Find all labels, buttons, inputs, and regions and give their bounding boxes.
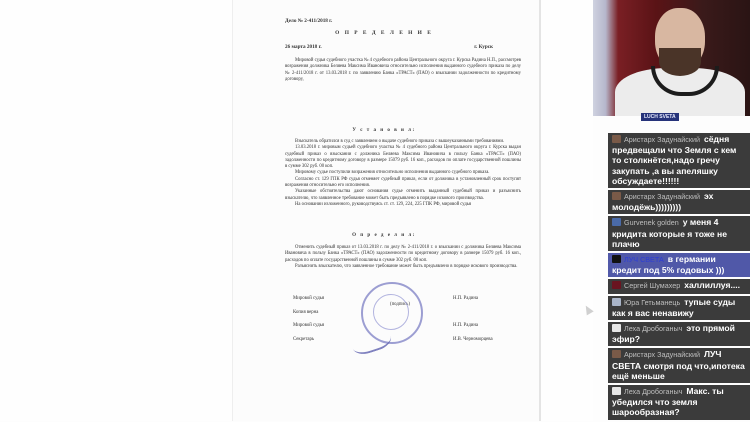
user-avatar-icon — [612, 350, 621, 358]
decided-body — [285, 245, 521, 270]
user-avatar-icon — [612, 255, 621, 263]
user-avatar-icon — [612, 387, 621, 395]
chat-username: Аристарх Задунайский — [624, 135, 700, 144]
chat-username: Юра Гетьманець — [624, 297, 681, 307]
chat-text: это прямой эфир? — [612, 323, 735, 345]
signature-icon — [348, 322, 393, 357]
chat-text: сёдня предвещали что Земля с кем то столкнётся,надо гречу закупать ,а вы апеляшку обсуждаете!!!!!! — [612, 134, 737, 186]
user-avatar-icon — [612, 192, 621, 200]
chat-message-highlighted — [608, 253, 750, 277]
chat-username: ЛУЧ СВЕТА — [624, 255, 664, 265]
chat-username: Gurvenek golden — [624, 218, 679, 228]
chat-text: халлиллуя.... — [684, 280, 741, 291]
document-city: г. Курск — [474, 44, 493, 50]
document-title: О П Р Е Д Е Л Е Н И Е — [335, 30, 433, 36]
user-avatar-icon — [612, 298, 621, 306]
document-date: 26 марта 2018 г. — [285, 44, 322, 50]
paragraph: На основании изложенного, руководствуясь ст. ст. 129, 224, 225 ГПК РФ, мировой судья — [295, 201, 472, 207]
chat-message — [608, 296, 750, 320]
paragraph: 13.03.2018 г. мировым судьей судебного участка № 4 судебного района Центрального округа г. Курска выдан судебный приказ о взыскании с должника Беляева Максима Ивановича в пользу Банка «ТРАСТ» (ПАО) задолженности по кредитному договору в размере 15079 руб. 16 коп., расходов по оплате государственной пошлины в сумме 302 руб. 00 коп. — [285, 145, 521, 170]
established-body — [285, 139, 521, 208]
webcam-name-tag: LUCH SVETA — [641, 113, 679, 121]
chat-username: Леха Дробоганыч — [624, 324, 683, 334]
paragraph: Взыскатель обратился в суд с заявлением о выдаче судебного приказа с вышеуказанными требованиями. — [295, 139, 505, 144]
paragraph: Согласно ст. 129 ГПК РФ судья отменяет судебный приказ, если от должника в установленный срок поступят возражения относительно его исполнения. — [285, 176, 521, 189]
chat-message — [608, 190, 750, 214]
chat-message — [608, 279, 750, 293]
chat-text: ЛУЧ СВЕТА смотря под что,ипотека ещё меньше — [612, 349, 745, 381]
paragraph: Разъяснить взыскателю, что заявленное требование может быть предъявлено в порядке искового производства. — [295, 263, 518, 269]
paragraph: Указанные обстоятельства дают основания судье отменить выданный судебный приказ и разъяснить взыскателю, что заявленное требование может быть предъявлено в порядке искового производства. — [285, 189, 521, 201]
chat-message — [608, 385, 750, 420]
section-decided: О п р е д е л и л: — [352, 233, 416, 238]
user-avatar-icon — [612, 218, 621, 226]
case-number: Дело № 2-411/2018 г. — [285, 18, 333, 24]
chat-message — [608, 133, 750, 188]
chat-message — [608, 216, 750, 251]
chat-message — [608, 322, 750, 346]
paragraph: Мировому судье поступили возражения относительно исполнения выданного судебного приказа. — [295, 170, 490, 176]
chat-username: Аристарх Задунайский — [624, 192, 700, 202]
user-avatar-icon — [612, 135, 621, 143]
chat-username: Сергей Шумахер — [624, 281, 681, 291]
intro-paragraph: Мировой судья судебного участка № 4 судебного района Центрального округа г. Курска Радина Н.П., рассмотрев возражения должника Беляева Максима Ивановича относительно исполнения выданного судебного приказа по делу № 2-411/2018 г. от 13.03.2018 г. по заявлению Банка «ТРАСТ» (ПАО) о взыскании задолженности по кредитному договору, — [285, 58, 521, 82]
document-page: Дело № 2-411/2018 г. О П Р Е Д Е Л Е Н И Е 26 марта 2018 г. г. Курск Мировой судья судебного участка № 4 судебного района Центрального округа г. Курска Радина Н.П., рассмотрев возражения должника Беляева Максима Ивановича относительно исполнения выданного судебного приказа по делу № 2-411/2018 г. от 13.03.2018 г. по заявлению Банка «ТРАСТ» (ПАО) о взыскании задолженности по кредитному договору, У с т а н о в и л: Взыскатель обратился в суд с заявлением о выдаче судебного приказа с вышеуказанными требованиями. 13.03.2018 г. мировым судьей судебного участка № 4 судебного района Центрального округа г. Курска выдан судебный приказ о взыскании с должника Беляева Максима Ивановича в пользу Банка «ТРАСТ» (ПАО) задолженности по кредитному договору в размере 15079 руб. 16 коп., расходов по оплате государственной пошлины в сумме 302 руб. 00 коп. Мировому судье поступили возражения относительно исполнения выданного судебного приказа. Согласно ст. 129 ГПК РФ судья отменяет судебный приказ, если от должника в установленный срок поступят возражения относительно его исполнения. Указанные обстоятельства дают основания судье отменить выданный судебный приказ и разъяснить взыскателю, что заявленное требование может быть предъявлено в порядке искового производства. На основании изложенного, руководствуясь ст. ст. 129, 224, 225 ГПК РФ, мировой судья О п р е д е л и л: Отменить судебный приказ от 13.03.2018 г. по делу № 2-411/2018 г. о взыскании с должника Беляева Максима Ивановича в пользу Банка «ТРАСТ» (ПАО) задолженности по кредитному договору в размере 15079 руб. 16 коп., расходов по оплате государственной пошлины в сумме 302 руб. 00 коп. Разъяснить взыскателю, что заявленное требование может быть предъявлено в порядке искового производства. Мировой судья Н.П. Радина (подпись) Копия верна Мировой судья Н.П. Радина Секретарь И.В. Черноморцева — [232, 0, 540, 421]
section-established: У с т а н о в и л: — [352, 128, 416, 133]
chat-text: у меня 4 кридита которые я тоже не плачю — [612, 217, 728, 249]
chat-text: эх молодёжь))))))))) — [612, 191, 714, 213]
page-edge-divider — [539, 0, 541, 421]
user-avatar-icon — [612, 324, 621, 332]
chat-text: в германии кредит под 5% годовых ))) — [612, 254, 725, 276]
chat-username: Леха Дробоганыч — [624, 387, 683, 397]
user-avatar-icon — [612, 281, 621, 289]
chat-message — [608, 348, 750, 383]
paragraph: Отменить судебный приказ от 13.03.2018 г. по делу № 2-411/2018 г. о взыскании с должника Беляева Максима Ивановича в пользу Банка «ТРАСТ» (ПАО) задолженности по кредитному договору в размере 15079 руб. 16 коп., расходов по оплате государственной пошлины в сумме 302 руб. 00 коп. — [285, 245, 521, 263]
chat-text: тупые суды как я вас ненавижу — [612, 296, 736, 318]
live-chat — [608, 133, 750, 422]
chat-username: Аристарх Задунайский — [624, 350, 700, 360]
chat-text: Макс. ты убедился что земля шарообразная? — [612, 386, 724, 418]
webcam-overlay — [593, 0, 750, 116]
